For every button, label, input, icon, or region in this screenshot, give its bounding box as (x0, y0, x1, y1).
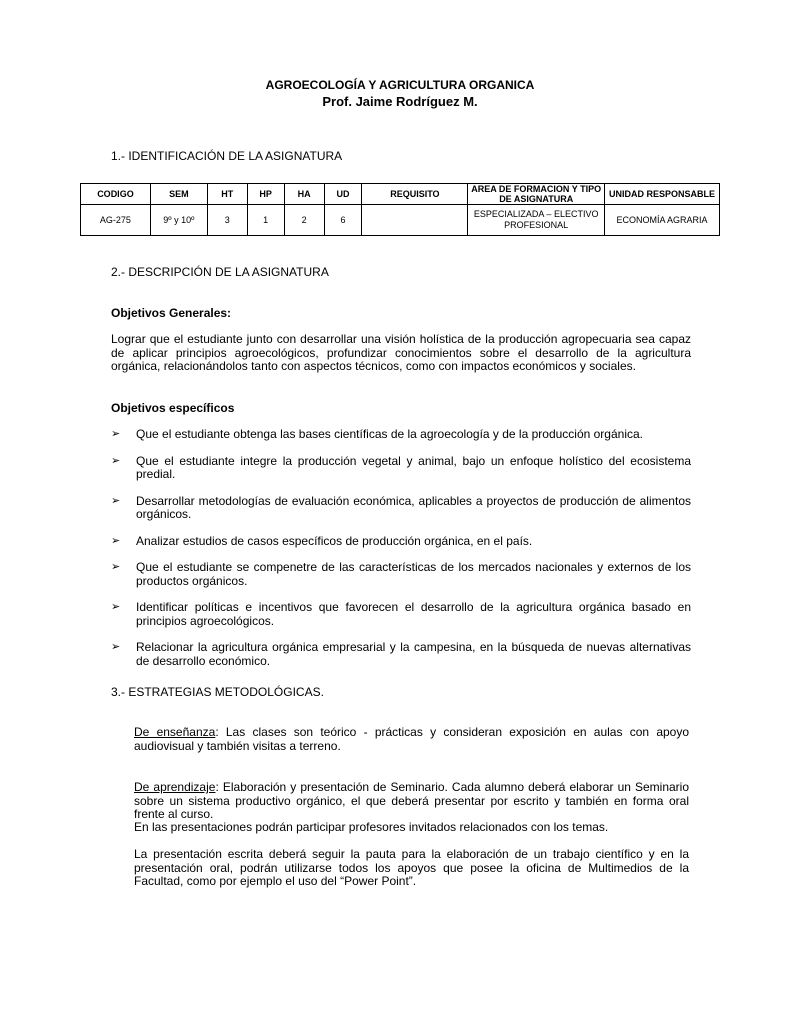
header-unidad: UNIDAD RESPONSABLE (605, 184, 720, 205)
arrow-bullet-icon: ➢ (111, 641, 121, 653)
list-item: ➢ Que el estudiante se compenetre de las características de los mercados nacionales y externos de los productos orgánicos. (111, 560, 691, 588)
arrow-bullet-icon: ➢ (111, 561, 121, 573)
specific-objectives-heading: Objetivos específicos (111, 401, 235, 415)
section-2-heading: 2.- DESCRIPCIÓN DE LA ASIGNATURA (111, 265, 329, 279)
header-area: AREA DE FORMACION Y TIPO DE ASIGNATURA (468, 184, 605, 205)
general-objectives-heading: Objetivos Generales: (111, 306, 232, 320)
cell-area: ESPECIALIZADA – ELECTIVO PROFESIONAL (468, 205, 605, 236)
presentation-guidelines: La presentación escrita deberá seguir la pauta para la elaboración de un trabajo científico y en la presentación oral, podrán utilizarse todos los apoyos que posee la oficina de Multimedios de la Facultad, como por ejemplo el uso del “Power Point”. (134, 847, 689, 888)
header-hp: HP (247, 184, 284, 205)
header-ud: UD (324, 184, 362, 205)
header-ha: HA (284, 184, 324, 205)
learning-strategy (134, 781, 689, 822)
cell-ud: 6 (324, 205, 362, 236)
cell-requisito (362, 205, 468, 236)
arrow-bullet-icon: ➢ (111, 601, 121, 613)
header-codigo: CODIGO (81, 184, 151, 205)
section-1-heading: 1.- IDENTIFICACIÓN DE LA ASIGNATURA (111, 149, 343, 163)
list-item: ➢ Que el estudiante obtenga las bases científicas de la agroecología y de la producción orgánica. (111, 427, 643, 441)
arrow-bullet-icon: ➢ (111, 494, 121, 507)
learning-text: : Elaboración y presentación de Seminario. Cada alumno deberá elaborar un Seminario sobre un sistema productivo orgánico, el que deberá presentar por escrito y también en forma oral frente al curso. (134, 780, 690, 821)
list-item: ➢ Relacionar la agricultura orgánica empresarial y la campesina, en la búsqueda de nuevas alternativas de desarrollo económico. (111, 640, 691, 668)
list-item: ➢ Desarrollar metodologías de evaluación económica, aplicables a proyectos de producción de alimentos orgánicos. (111, 493, 691, 521)
teaching-label: De enseñanza (134, 725, 216, 739)
cell-hp: 1 (247, 205, 284, 236)
list-item: ➢ Identificar políticas e incentivos que favorecen el desarrollo de la agricultura orgánica basado en principios agroecológicos. (111, 600, 691, 628)
general-objectives-text: Lograr que el estudiante junto con desarrollar una visión holística de la producción agropecuaria sea capaz de aplicar principios agroecológicos, profundizar conocimientos sobre el desarrollo de la agricultura orgánica, relacionándolos tanto con aspectos técnicos, como con impactos económicos y sociales. (111, 332, 691, 373)
arrow-bullet-icon: ➢ (111, 534, 121, 547)
cell-unidad: ECONOMÍA AGRARIA (605, 205, 720, 236)
specific-objectives-list (111, 428, 691, 681)
list-item: ➢ Analizar estudios de casos específicos de producción orgánica, en el país. (111, 533, 533, 548)
cell-codigo: AG-275 (81, 205, 151, 236)
header-requisito: REQUISITO (362, 184, 468, 205)
table-row (81, 205, 720, 236)
learning-label: De aprendizaje (134, 780, 216, 794)
teaching-text: : Las clases son teórico - prácticas y consideran exposición en aulas con apoyo audiovisual y también visitas a terreno. (134, 725, 690, 753)
section-3-heading: 3.- ESTRATEGIAS METODOLÓGICAS. (111, 685, 324, 699)
table-header-row (81, 184, 720, 205)
teaching-strategy (134, 726, 689, 753)
arrow-bullet-icon: ➢ (111, 454, 121, 467)
cell-ht: 3 (207, 205, 247, 236)
header-ht: HT (207, 184, 247, 205)
list-item: ➢ Que el estudiante integre la producción vegetal y animal, bajo un enfoque holístico del ecosistema predial. (111, 453, 691, 481)
cell-ha: 2 (284, 205, 324, 236)
cell-sem: 9º y 10º (150, 205, 207, 236)
document-author: Prof. Jaime Rodríguez M. (322, 94, 478, 109)
document-title: AGROECOLOGÍA Y AGRICULTURA ORGANICA (265, 78, 535, 92)
header-sem: SEM (150, 184, 207, 205)
arrow-bullet-icon: ➢ (111, 428, 121, 440)
identification-table (80, 183, 720, 236)
learning-strategy-note: En las presentaciones podrán participar profesores invitados relacionados con los temas. (134, 820, 609, 834)
